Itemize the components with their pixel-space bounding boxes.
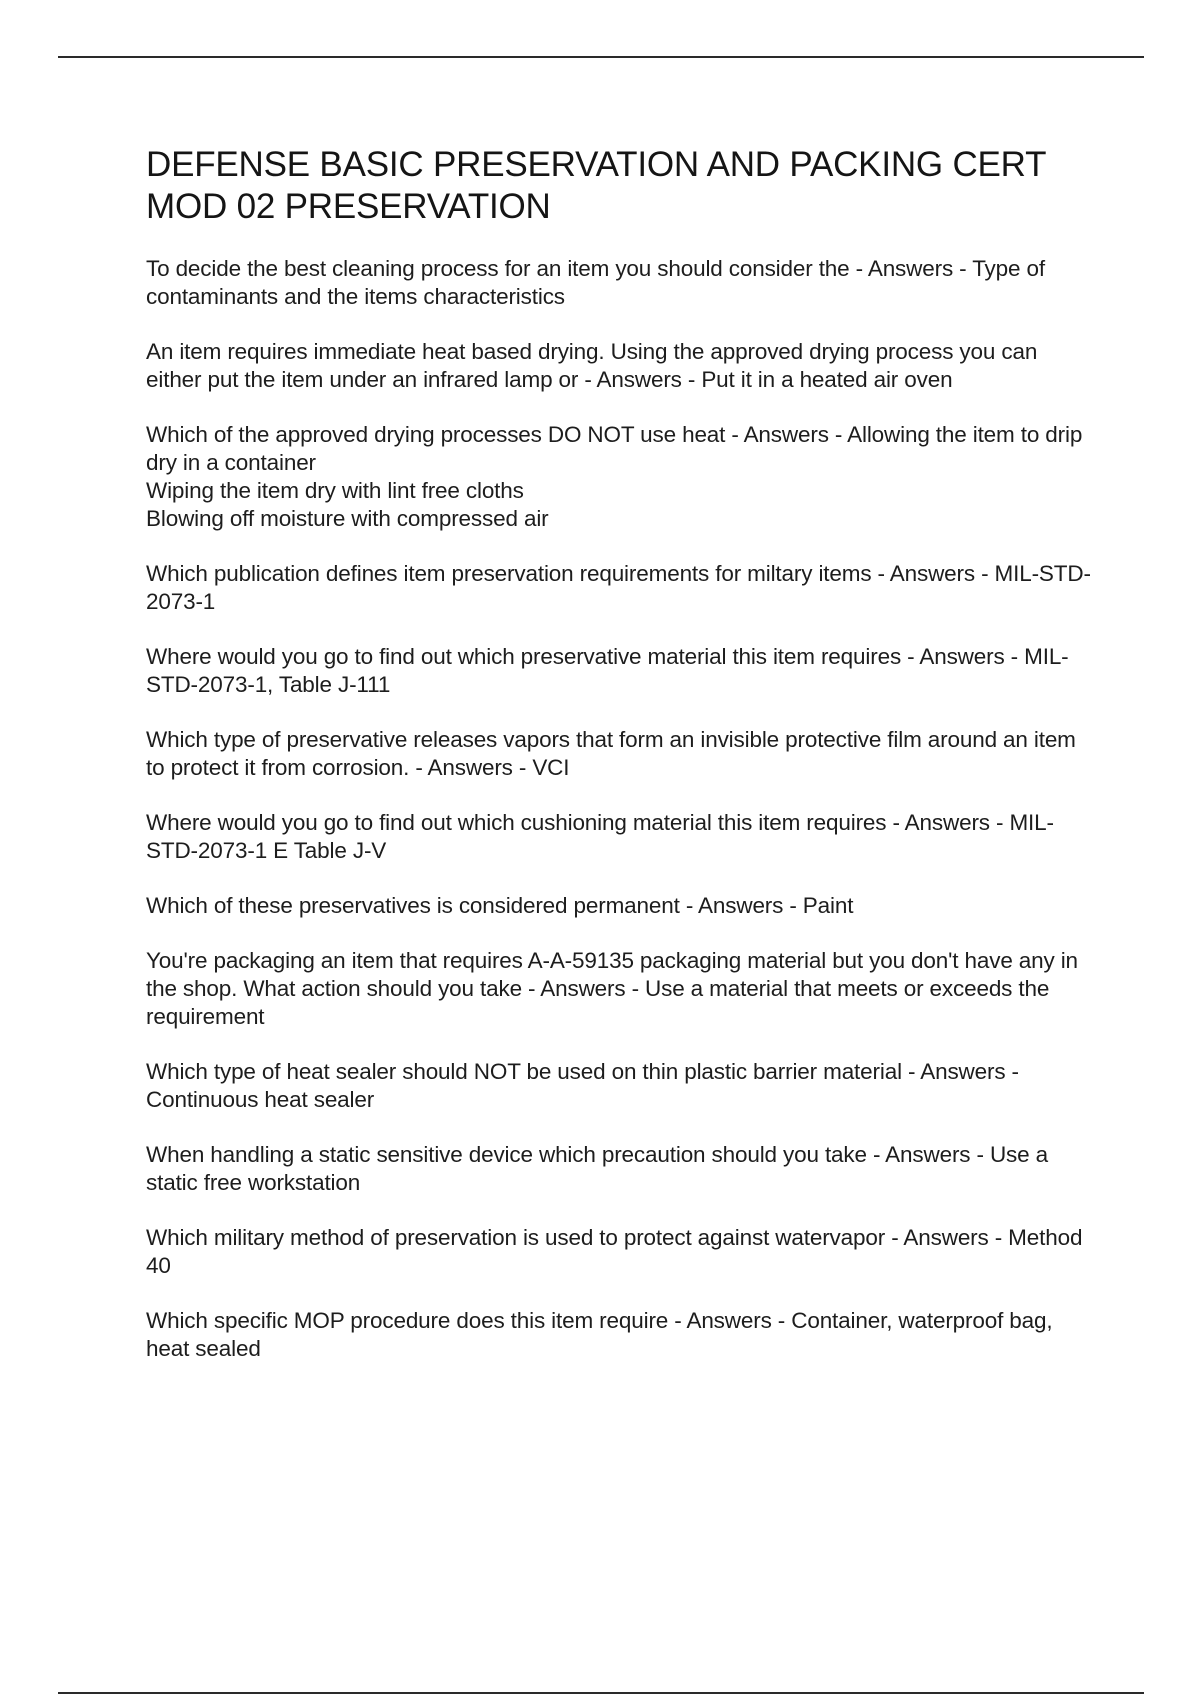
qa-entry: When handling a static sensitive device which precaution should you take - Answers - Use a static free workstation <box>146 1142 1048 1195</box>
qa-entry: Which military method of preservation is used to protect against watervapor - Answers - Method 40 <box>146 1225 1083 1278</box>
qa-entry: Which specific MOP procedure does this item require - Answers - Container, waterproof bag, heat sealed <box>146 1308 1053 1361</box>
qa-entry: An item requires immediate heat based drying. Using the approved drying process you can either put the item under an infrared lamp or - Answers - Put it in a heated air oven <box>146 339 1038 392</box>
top-divider <box>58 56 1144 58</box>
qa-entry: Which publication defines item preservation requirements for miltary items - Answers - MIL-STD-2073-1 <box>146 561 1091 614</box>
qa-entry: Which type of heat sealer should NOT be used on thin plastic barrier material - Answers - Continuous heat sealer <box>146 1059 1019 1112</box>
document-body <box>146 144 1096 1390</box>
qa-entry: Where would you go to find out which cushioning material this item requires - Answers - MIL-STD-2073-1 E Table J-V <box>146 810 1054 863</box>
qa-entry: Where would you go to find out which preservative material this item requires - Answers - MIL-STD-2073-1, Table J-111 <box>146 644 1069 697</box>
bottom-divider <box>58 1692 1144 1694</box>
qa-entry: Which of these preservatives is considered permanent - Answers - Paint <box>146 893 854 918</box>
qa-entry: Which type of preservative releases vapors that form an invisible protective film around an item to protect it from corrosion. - Answers - VCI <box>146 727 1076 780</box>
qa-entry: You're packaging an item that requires A-A-59135 packaging material but you don't have any in the shop. What action should you take - Answers - Use a material that meets or exceeds the requirement <box>146 948 1078 1029</box>
qa-entry: Which of the approved drying processes DO NOT use heat - Answers - Allowing the item to drip dry in a container Wiping the item dry with lint free cloths Blowing off moisture with compressed air <box>146 422 1083 531</box>
document-title: DEFENSE BASIC PRESERVATION AND PACKING CERT MOD 02 PRESERVATION <box>146 145 1046 226</box>
qa-entry: To decide the best cleaning process for an item you should consider the - Answers - Type of contaminants and the items characteristics <box>146 256 1045 309</box>
